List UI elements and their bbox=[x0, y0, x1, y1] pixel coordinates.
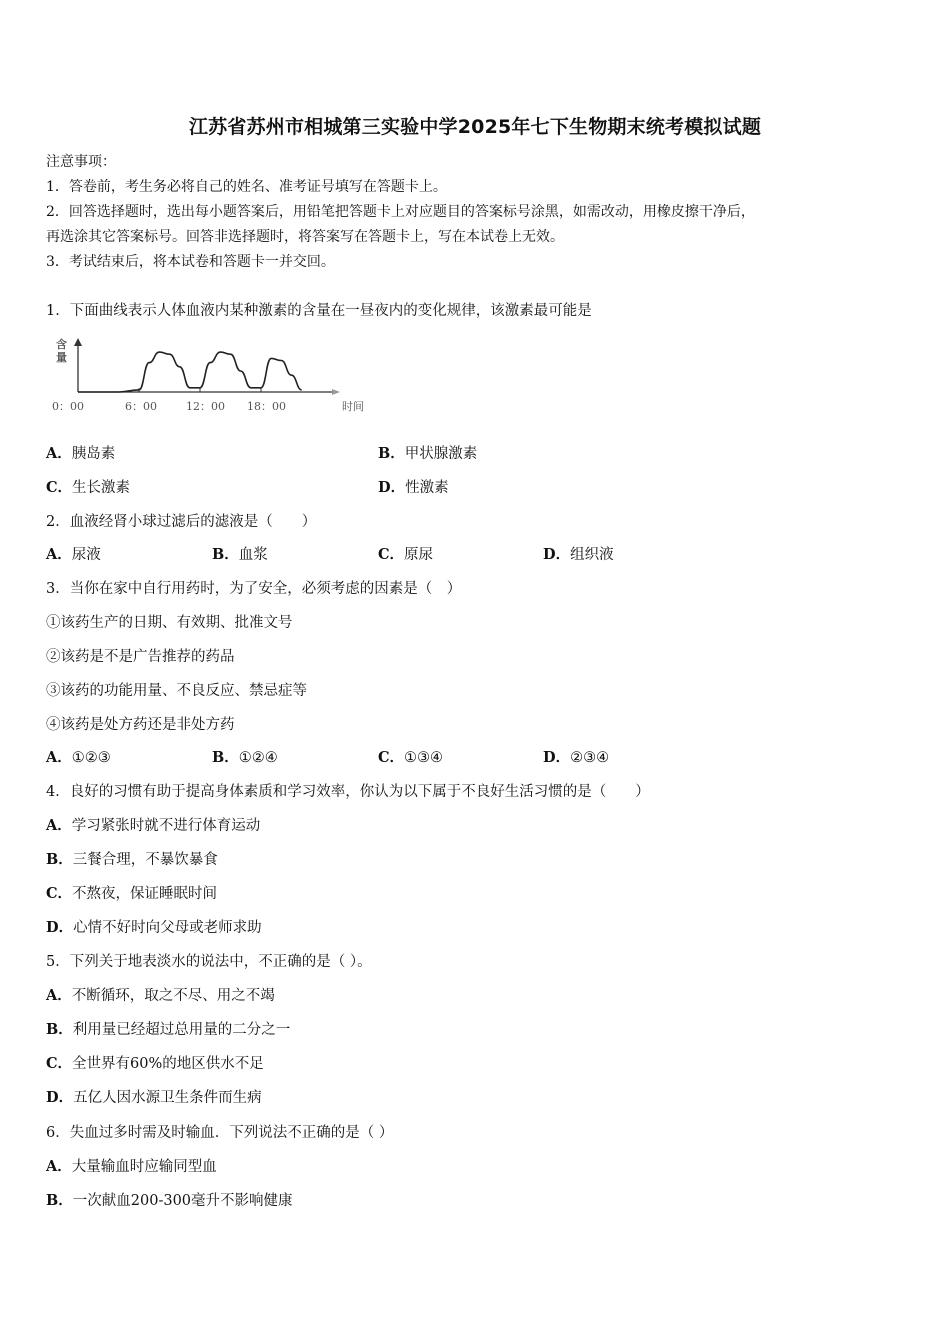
option-label: D． bbox=[378, 479, 406, 496]
y-axis-arrow bbox=[74, 338, 82, 346]
q4-option-a[interactable] bbox=[46, 816, 260, 836]
option-label: A． bbox=[46, 1158, 72, 1175]
q2-option-c[interactable] bbox=[378, 545, 433, 565]
option-text: 心情不好时向父母或老师求助 bbox=[73, 920, 262, 936]
option-text: 不熬夜，保证睡眠时间 bbox=[72, 886, 218, 902]
question-2-stem: 2．血液经肾小球过滤后的滤液是（ ） bbox=[46, 514, 317, 530]
option-text: 尿液 bbox=[71, 547, 101, 563]
question-5-stem: 5．下列关于地表淡水的说法中，不正确的是（ ）。 bbox=[46, 954, 372, 970]
q2-option-b[interactable] bbox=[212, 545, 268, 565]
option-text: 组织液 bbox=[570, 547, 614, 563]
option-label: A． bbox=[46, 546, 72, 563]
option-text: 利用量已经超过总用量的二分之一 bbox=[72, 1022, 291, 1038]
option-text: 学习紧张时就不进行体育运动 bbox=[71, 818, 261, 834]
option-text: ①②③ bbox=[71, 750, 111, 766]
option-label: D． bbox=[543, 749, 571, 766]
option-label: A． bbox=[46, 445, 72, 462]
option-label: D． bbox=[46, 1089, 74, 1106]
q5-option-b[interactable] bbox=[46, 1020, 290, 1040]
q3-statement: ②该药是不是广告推荐的药品 bbox=[46, 649, 235, 665]
option-label: C． bbox=[46, 885, 73, 902]
option-text: 五亿人因水源卫生条件而生病 bbox=[73, 1090, 262, 1106]
x-axis-arrow bbox=[332, 389, 340, 395]
hormone-curve-chart bbox=[50, 336, 380, 418]
option-label: B． bbox=[46, 1021, 73, 1038]
q6-option-a[interactable] bbox=[46, 1157, 217, 1177]
option-text: 大量输血时应输同型血 bbox=[71, 1159, 217, 1175]
option-text: 胰岛素 bbox=[71, 446, 116, 462]
y-axis-label: 量 bbox=[56, 351, 67, 364]
option-label: B． bbox=[46, 1192, 73, 1209]
q2-option-d[interactable] bbox=[543, 545, 614, 565]
question-4-stem: 4．良好的习惯有助于提高身体素质和学习效率，你认为以下属于不良好生活习惯的是（ ） bbox=[46, 784, 650, 800]
q1-option-c[interactable] bbox=[46, 478, 130, 498]
option-text: 三餐合理，不暴饮暴食 bbox=[72, 852, 218, 868]
q5-option-d[interactable] bbox=[46, 1088, 262, 1108]
notes-item: 1．答卷前，考生务必将自己的姓名、准考证号填写在答题卡上。 bbox=[46, 179, 447, 195]
option-label: C． bbox=[46, 1055, 73, 1072]
q3-statement: ④该药是处方药还是非处方药 bbox=[46, 717, 235, 733]
option-label: B． bbox=[212, 749, 239, 766]
notes-item: 再选涂其它答案标号。回答非选择题时，将答案写在答题卡上，写在本试卷上无效。 bbox=[46, 229, 564, 245]
option-label: A． bbox=[46, 817, 72, 834]
option-text: 性激素 bbox=[405, 480, 449, 496]
option-label: A． bbox=[46, 749, 72, 766]
option-text: ①③④ bbox=[404, 750, 444, 766]
q3-statement: ①该药生产的日期、有效期、批准文号 bbox=[46, 615, 293, 631]
q1-option-d[interactable] bbox=[378, 478, 449, 498]
option-label: D． bbox=[543, 546, 571, 563]
notes-item: 2．回答选择题时，选出每小题答案后，用铅笔把答题卡上对应题目的答案标号涂黑，如需改动，用橡皮擦干净后， bbox=[46, 204, 755, 220]
question-6-stem: 6．失血过多时需及时输血．下列说法不正确的是（ ） bbox=[46, 1125, 394, 1141]
option-label: D． bbox=[46, 919, 74, 936]
notes-item: 3．考试结束后，将本试卷和答题卡一并交回。 bbox=[46, 254, 335, 270]
q3-statement: ③该药的功能用量、不良反应、禁忌症等 bbox=[46, 683, 307, 699]
question-3-stem: 3．当你在家中自行用药时，为了安全，必须考虑的因素是（ ） bbox=[46, 581, 462, 597]
option-label: C． bbox=[378, 546, 405, 563]
q2-option-a[interactable] bbox=[46, 545, 101, 565]
q4-option-b[interactable] bbox=[46, 850, 218, 870]
option-text: 一次献血200-300毫升不影响健康 bbox=[72, 1193, 293, 1209]
option-text: 生长激素 bbox=[72, 480, 131, 496]
x-tick-label: 0：00 bbox=[52, 400, 84, 413]
option-text: 甲状腺激素 bbox=[404, 446, 478, 462]
x-axis-label: 时间 bbox=[342, 400, 364, 413]
q4-option-c[interactable] bbox=[46, 884, 217, 904]
option-label: A． bbox=[46, 987, 72, 1004]
notes-heading: 注意事项： bbox=[46, 154, 116, 170]
x-tick-label: 18：00 bbox=[247, 400, 286, 413]
page-title: 江苏省苏州市相城第三实验中学2025年七下生物期末统考模拟试题 bbox=[188, 116, 762, 138]
q3-option-d[interactable] bbox=[543, 748, 609, 768]
option-text: 全世界有60%的地区供水不足 bbox=[72, 1056, 264, 1072]
option-label: B． bbox=[378, 445, 405, 462]
q1-option-b[interactable] bbox=[378, 444, 477, 464]
option-label: B． bbox=[46, 851, 73, 868]
q3-option-c[interactable] bbox=[378, 748, 443, 768]
q1-option-a[interactable] bbox=[46, 444, 115, 464]
x-tick-label: 12：00 bbox=[186, 400, 225, 413]
q5-option-a[interactable] bbox=[46, 986, 275, 1006]
option-label: C． bbox=[46, 479, 73, 496]
option-text: 原尿 bbox=[404, 547, 434, 563]
q4-option-d[interactable] bbox=[46, 918, 262, 938]
q5-option-c[interactable] bbox=[46, 1054, 264, 1074]
option-text: ①②④ bbox=[238, 750, 278, 766]
y-axis-label: 含 bbox=[56, 338, 67, 351]
option-text: 不断循环，取之不尽、用之不竭 bbox=[71, 988, 275, 1004]
q3-option-b[interactable] bbox=[212, 748, 278, 768]
x-tick-label: 6：00 bbox=[125, 400, 157, 413]
option-text: 血浆 bbox=[238, 547, 268, 563]
option-text: ②③④ bbox=[570, 750, 610, 766]
hormone-curve-line bbox=[78, 352, 302, 392]
question-1-stem: 1．下面曲线表示人体血液内某种激素的含量在一昼夜内的变化规律，该激素最可能是 bbox=[46, 303, 592, 319]
option-label: B． bbox=[212, 546, 239, 563]
q6-option-b[interactable] bbox=[46, 1191, 293, 1211]
option-label: C． bbox=[378, 749, 405, 766]
q3-option-a[interactable] bbox=[46, 748, 111, 768]
